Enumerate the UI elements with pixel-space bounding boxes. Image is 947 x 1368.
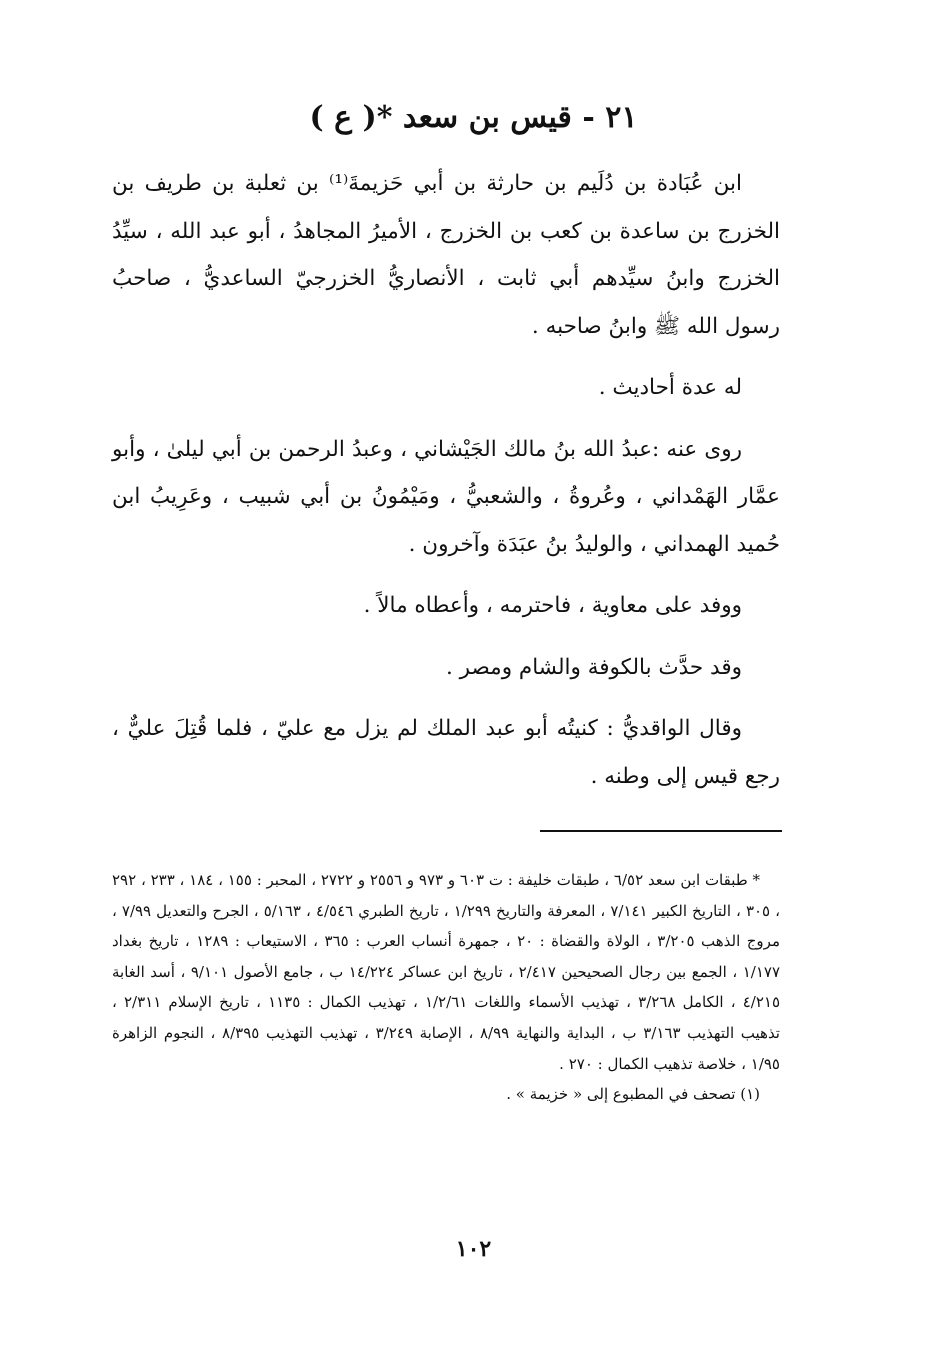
page-number: ١٠٢: [455, 1236, 492, 1262]
footnote-1: (١) تصحف في المطبوع إلى « خزيمة » .: [506, 1085, 760, 1104]
narrated-in-paragraph: وقد حدَّث بالكوفة والشام ومصر .: [446, 654, 742, 680]
hadith-count-paragraph: له عدة أحاديث .: [598, 375, 742, 400]
entry-title: ٢١ - قيس بن سعد *( ع ): [309, 100, 638, 135]
sources-footnote: * طبقات ابن سعد ٦/٥٢ ، طبقات خليفة : ت ٦٠٣ و ٩٧٣ و ٢٥٥٦ و ٢٧٢٢ ، المحبر : ١٥٥ ، ١٨٤ ، ٢٣٣ ، ٢٩٢ ، ٣٠٥ ، التاريخ الكبير ٧/١٤١ ، المعرفة والتاريخ ١/٢٩٩ ، تاريخ الطبري ٤/٥٤٦ ، ٥/١٦٣ ، الجرح والتعديل ٧/٩٩ ، مروج الذهب ٣/٢٠٥ ، الولاة والقضاة : ٢٠ ، جمهرة أنساب العرب : ٣٦٥ ، الاستيعاب : ١٢٨٩ ، تاريخ بغداد ١/١٧٧ ، الجمع بين رجال الصحيحين ٢/٤١٧ ، تاريخ ابن عساكر ١٤/٢٢٤ ب ، جامع الأصول ٩/١٠١ ، أسد الغابة ٤/٢١٥ ، الكامل ٣/٢٦٨ ، تهذيب الأسماء واللغات ١/٢/٦١ ، تهذيب الكمال : ١١٣٥ ، تاريخ الإسلام ٢/٣١١ ، تذهيب التهذيب ٣/١٦٣ ب ، البداية والنهاية ٨/٩٩ ، الإصابة ٣/٢٤٩ ، تهذيب التهذيب ٨/٣٩٥ ، النجوم الزاهرة ١/٩٥ ، خلاصة تذهيب الكمال : ٢٧٠ .: [112, 871, 781, 1073]
narrators-paragraph: روى عنه :عبدُ الله بنُ مالك الجَيْشاني ، وعبدُ الرحمن بن أبي ليلىٰ ، وأبو عمَّار الهَمْداني ، وعُروةُ ، والشعبيُّ ، ومَيْمُونُ بن أبي شبيب ، وعَرِيبُ ابن حُميد الهمداني ، والوليدُ بنُ عبَدَة وآخرون .: [112, 436, 780, 557]
lineage-paragraph: ابن عُبَادة بن دُلَيم بن حارثة بن أبي حَزيمةَ⁽¹⁾ بن ثعلبة بن طريف بن الخزرج بن ساعدة بن كعب بن الخزرج ، الأميرُ المجاهدُ ، أبو عبد الله ، سيِّدُ الخزرج وابنُ سيِّدهم أبي ثابت ، الأنصاريُّ الخزرجيّ الساعديُّ ، صاحبُ رسول الله ﷺ وابنُ صاحبه .: [112, 171, 780, 339]
footnotes: [112, 865, 780, 1110]
muawiya-paragraph: ووفد على معاوية ، فاحترمه ، وأعطاه مالاً .: [363, 593, 742, 618]
waqidi-paragraph: وقال الواقديُّ : كنيتُه أبو عبد الملك لم يزل مع عليّ ، فلما قُتِلَ عليٌّ ، رجع قيس إلى وطنه .: [112, 716, 780, 789]
biography-body: [112, 160, 780, 800]
footnote-separator: [540, 830, 782, 832]
